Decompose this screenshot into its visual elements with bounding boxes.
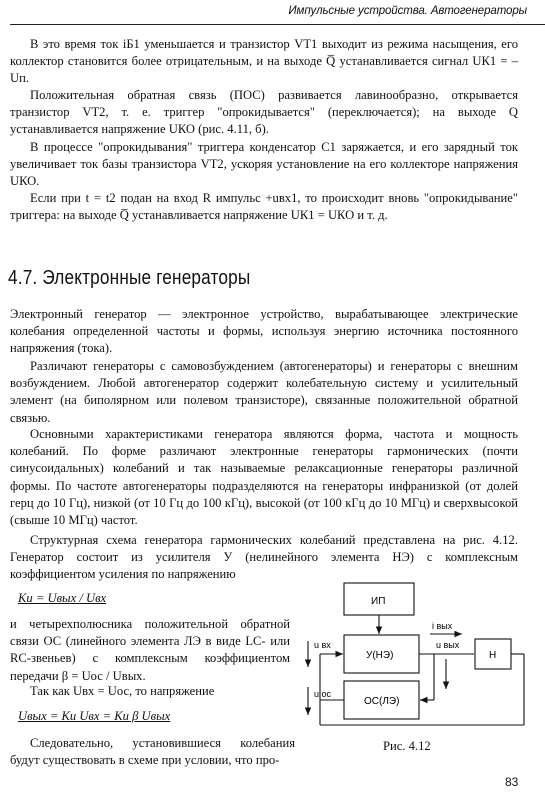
paragraph-5: Электронный генератор — электронное устройство, вырабатывающее электрические колебания определенной частоты и формы, используя энергию источника постоянного напряжения (тока).: [10, 307, 518, 356]
label-u-out: u вых: [436, 640, 460, 650]
block-diagram: [300, 575, 540, 735]
label-u-fb: u ос: [314, 689, 332, 699]
formula-gain: [18, 591, 106, 606]
page-number: 83: [505, 775, 519, 789]
label-amp: У(НЭ): [366, 650, 394, 661]
paragraph-6: Различают генераторы с самовозбуждением (автогенераторы) и генераторы с внешним возбуждением. Любой автогенератор содержит колебательную систему и усилительный элемент (на биполярном или полевом транзисторе), связанные положительной обратной связью.: [10, 359, 518, 425]
section-title: 4.7. Электронные генераторы: [8, 267, 251, 289]
label-i-out: i вых: [432, 621, 453, 631]
formula-gain-text: Ku = Uвых / Uвх: [18, 591, 107, 605]
paragraph-3: В процессе "опрокидывания" триггера конденсатор С1 заряжается, и его зарядный ток увеличивает ток базы транзистора VT2, ускоряя установление на его коллекторе напряжения UКО.: [10, 140, 518, 189]
paragraph-10: Так как Uвх = Uос, то напряжение: [30, 684, 215, 698]
paragraph-9: и четырехполюсника положительной обратной связи ОС (линейного элемента ЛЭ в виде LC- или RC-звеньев) с комплексным коэффициентом передачи β = Uос / Uвых.: [10, 617, 290, 683]
formula-output: [18, 709, 170, 724]
paragraph-4: Если при t = t2 подан на вход R импульс +uвх1, то происходит вновь "опрокидывание" триггера: на выходе Q̅ устанавливается напряжение UК1 = UКО и т. д.: [10, 191, 518, 223]
label-u-in: u вх: [314, 640, 331, 650]
paragraph-7: Основными характеристиками генератора являются форма, частота и мощность колебаний. По форме различают электронные генераторы гармонических (почти синусоидальных) колебаний и так называемые релаксационные генераторы различной формы. По частоте автогенераторы подразделяются на генераторы инфранизкой (от долей герц до 10 Гц), низкой (от 10 Гц до 100 кГц), высокой (от 100 кГц до 10 МГц) и сверхвысокой (свыше 10 МГц) частот.: [10, 427, 518, 528]
label-fb: ОС(ЛЭ): [364, 696, 400, 707]
running-header: [0, 0, 545, 27]
label-load: Н: [489, 650, 497, 661]
paragraph-8: Структурная схема генератора гармонических колебаний представлена на рис. 4.12. Генератор состоит из усилителя У (нелинейного элемента НЭ) с комплексным коэффициентом усиления по напряжению: [10, 533, 518, 582]
header-rule: [10, 24, 545, 25]
paragraph-2: Положительная обратная связь (ПОС) развивается лавинообразно, открывается транзистор VT2, т. е. триггер "опрокидывается" (переключается); на выходе Q устанавливается напряжение UКО (рис. 4.11, б).: [10, 88, 518, 137]
running-title: Импульсные устройства. Автогенераторы: [288, 5, 527, 17]
paragraph-1: В это время ток iБ1 уменьшается и транзистор VT1 выходит из режима насыщения, его коллектор становится более отрицательным, и на выходе Q̅ устанавливается сигнал UК1 = –Uп.: [10, 37, 518, 86]
label-ip: ИП: [371, 596, 386, 607]
formula-output-text: Uвых = Ku Uвх = Ku β Uвых: [18, 709, 171, 723]
figure-caption: Рис. 4.12: [383, 739, 431, 753]
paragraph-11: Следовательно, установившиеся колебания будут существовать в схеме при условии, что про-: [10, 736, 295, 768]
